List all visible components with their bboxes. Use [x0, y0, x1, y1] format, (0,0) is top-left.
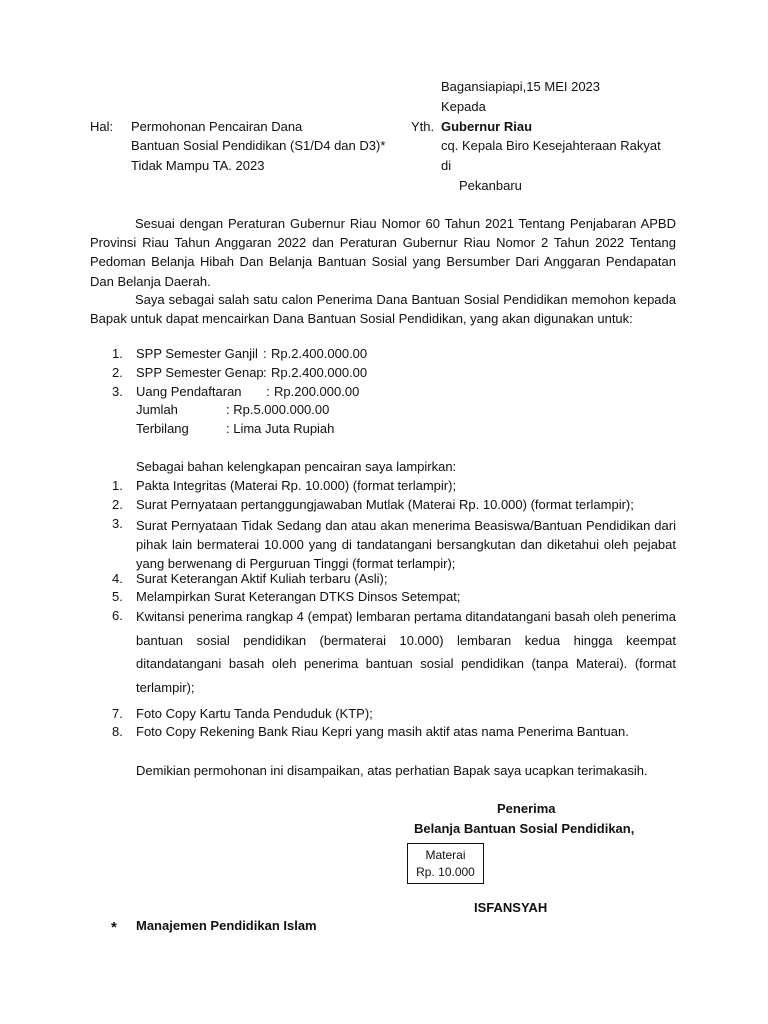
cost-value: Rp.2.400.000.00: [271, 365, 368, 380]
cost-sep: :: [263, 365, 267, 380]
attachment-number: 7.: [112, 706, 123, 721]
signer-name: ISFANSYAH: [474, 900, 548, 915]
yth-label: Yth.: [411, 119, 435, 134]
city: Pekanbaru: [459, 178, 522, 193]
di-label: di: [441, 158, 452, 173]
cost-sep: :: [263, 346, 267, 361]
signature-title-1: Penerima: [497, 801, 556, 816]
attachments-intro: Sebagai bahan kelengkapan pencairan saya lampirkan:: [136, 459, 457, 474]
cost-sep: :: [266, 384, 270, 399]
attachment-number: 4.: [112, 571, 123, 586]
footnote-asterisk-icon: *: [111, 919, 117, 936]
stamp-line-2: Rp. 10.000: [416, 865, 475, 879]
cost-number: 3.: [112, 384, 123, 399]
cost-number: 1.: [112, 346, 123, 361]
attachment-item: Melampirkan Surat Keterangan DTKS Dinsos Setempat;: [136, 589, 461, 604]
subject-line-1: Permohonan Pencairan Dana: [131, 119, 303, 134]
attachment-item: Pakta Integritas (Materai Rp. 10.000) (format terlampir);: [136, 478, 457, 493]
words-value: : Lima Juta Rupiah: [226, 421, 335, 436]
subject-line-2: Bantuan Sosial Pendidikan (S1/D4 dan D3)*: [131, 138, 386, 153]
paragraph-2: Saya sebagai salah satu calon Penerima Dana Bantuan Sosial Pendidikan memohon kepada Bapak untuk dapat mencairkan Dana Bantuan Sosial Pendidikan, yang akan digunakan untuk:: [90, 292, 676, 327]
cost-value: Rp.2.400.000.00: [271, 346, 368, 361]
footnote-text: Manajemen Pendidikan Islam: [136, 918, 317, 933]
kepada-label: Kepada: [441, 99, 486, 114]
place-date: Bagansiapiapi,15 MEI 2023: [441, 79, 601, 94]
subject-label: Hal:: [90, 119, 114, 134]
attachment-item: Surat Pernyataan Tidak Sedang dan atau akan menerima Beasiswa/Bantuan Pendidikan dari pihak lain bermaterai 10.000 yang di tandatangani bersangkutan dan diketahui oleh pejabat yang berwenang di Perguruan Tinggi (format terlampir);: [136, 518, 676, 571]
total-label: Jumlah: [136, 402, 178, 417]
recipient: Gubernur Riau: [441, 119, 533, 134]
stamp-box: [407, 843, 484, 884]
attachment-item: Surat Keterangan Aktif Kuliah terbaru (Asli);: [136, 571, 388, 586]
cost-label: Uang Pendaftaran: [136, 384, 242, 399]
attachment-number: 3.: [112, 516, 123, 531]
words-label: Terbilang: [136, 421, 189, 436]
attachment-item: Kwitansi penerima rangkap 4 (empat) lembaran pertama ditandatangani basah oleh penerima bantuan sosial pendidikan (bermaterai 10.000) lembaran kedua hingga keempat ditandatangani basah oleh penerima bantuan sosial pendidikan (tanpa Materai). (format terlampir);: [136, 609, 676, 695]
cost-value: Rp.200.000.00: [274, 384, 360, 399]
attachment-number: 6.: [112, 608, 123, 623]
attachment-item: Foto Copy Rekening Bank Riau Kepri yang masih aktif atas nama Penerima Bantuan.: [136, 724, 629, 739]
stamp-line-1: Materai: [425, 848, 466, 862]
closing-statement: Demikian permohonan ini disampaikan, atas perhatian Bapak saya ucapkan terimakasih.: [136, 763, 648, 778]
paragraph-1: Sesuai dengan Peraturan Gubernur Riau Nomor 60 Tahun 2021 Tentang Penjabaran APBD Provinsi Riau Tahun Anggaran 2022 dan Peraturan Gubernur Riau Nomor 2 Tahun 2022 Tentang Pedoman Belanja Hibah Dan Belanja Bantuan Sosial yang Bersumber Dari Anggaran Pendapatan Dan Belanja Daerah.: [90, 216, 676, 289]
attachment-item: Foto Copy Kartu Tanda Penduduk (KTP);: [136, 706, 373, 721]
attachment-number: 8.: [112, 724, 123, 739]
subject-line-3: Tidak Mampu TA. 2023: [131, 158, 265, 173]
attachment-item: Surat Pernyataan pertanggungjawaban Mutlak (Materai Rp. 10.000) (format terlampir);: [136, 497, 634, 512]
cost-label: SPP Semester Ganjil: [136, 346, 258, 361]
attachment-number: 2.: [112, 497, 123, 512]
cost-label: SPP Semester Genap: [136, 365, 264, 380]
attachment-number: 1.: [112, 478, 123, 493]
total-value: : Rp.5.000.000.00: [226, 402, 330, 417]
signature-title-2: Belanja Bantuan Sosial Pendidikan,: [414, 821, 635, 836]
cq-line: cq. Kepala Biro Kesejahteraan Rakyat: [441, 138, 661, 153]
attachment-number: 5.: [112, 589, 123, 604]
cost-number: 2.: [112, 365, 123, 380]
